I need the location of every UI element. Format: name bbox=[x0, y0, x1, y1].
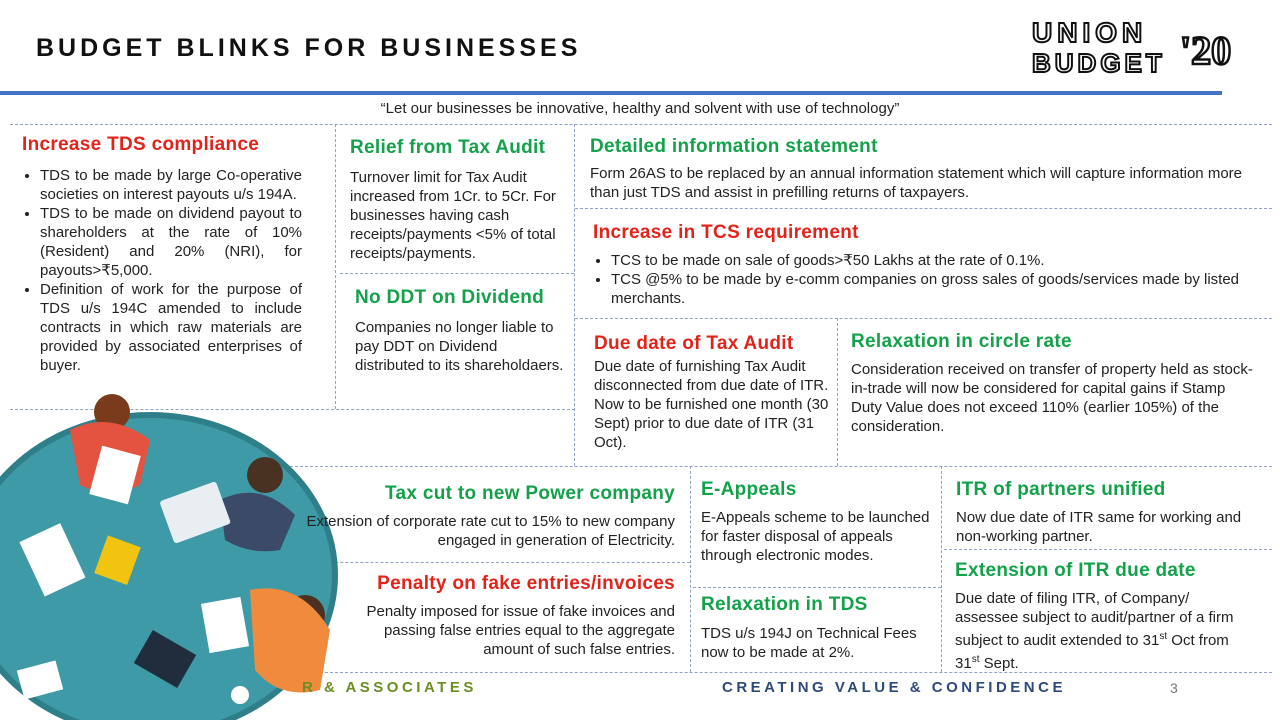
divider bbox=[690, 466, 691, 672]
section-body: Companies no longer liable to pay DDT on Dividend distributed to its shareholdaers. bbox=[355, 319, 564, 374]
section-body: Due date of furnishing Tax Audit disconnected from due date of ITR. Now to be furnished one month (30 Sept) prior to due date of ITR (31 Oct). bbox=[594, 358, 829, 451]
section-itr-ext bbox=[955, 560, 1255, 673]
divider bbox=[837, 318, 838, 466]
footer-firm: R & ASSOCIATES bbox=[302, 679, 477, 696]
section-body: Due date of filing ITR, of Company/ assessee subject to audit/partner of a firm subject to audit extended to 31st Oct from 31st Sept. bbox=[955, 590, 1234, 672]
header-rule bbox=[0, 91, 1222, 95]
divider bbox=[290, 562, 690, 563]
section-heading: Extension of ITR due date bbox=[955, 560, 1196, 581]
section-body: Extension of corporate rate cut to 15% to new company engaged in generation of Electricity. bbox=[306, 513, 675, 549]
section-body: Now due date of ITR same for working and non-working partner. bbox=[956, 509, 1242, 545]
section-body: Penalty imposed for issue of fake invoices and passing false entries equal to the aggregate amount of such false entries. bbox=[366, 603, 675, 658]
union-budget-logo bbox=[1030, 14, 1268, 78]
divider bbox=[575, 208, 1272, 209]
page-title: BUDGET BLINKS FOR BUSINESSES bbox=[36, 34, 582, 62]
section-heading: Increase in TCS requirement bbox=[593, 222, 859, 243]
section-itr-partners bbox=[956, 479, 1256, 546]
section-heading: Tax cut to new Power company bbox=[385, 483, 675, 504]
list-item: • TDS to be made by large Co-operative societies on interest payouts u/s 194A. bbox=[40, 166, 302, 204]
section-heading: Increase TDS compliance bbox=[22, 134, 260, 155]
logo-line1: UNION bbox=[1032, 17, 1148, 48]
section-body: Turnover limit for Tax Audit increased from 1Cr. to 5Cr. For businesses having cash receipts/payments <5% of total receipts/payments. bbox=[350, 169, 556, 262]
section-power bbox=[305, 483, 675, 550]
section-heading: Penalty on fake entries/invoices bbox=[377, 573, 675, 594]
divider bbox=[941, 466, 942, 672]
list-item: • TCS to be made on sale of goods>₹50 Lakhs at the rate of 0.1%. bbox=[611, 251, 1253, 270]
section-eappeals bbox=[701, 479, 937, 565]
section-body: TDS u/s 194J on Technical Fees now to be made at 2%. bbox=[701, 625, 917, 661]
section-tds bbox=[22, 134, 302, 375]
meeting-table-illustration bbox=[0, 390, 340, 720]
section-heading: Detailed information statement bbox=[590, 136, 878, 157]
section-tax-audit bbox=[350, 137, 565, 263]
section-tds-relax bbox=[701, 594, 937, 662]
section-heading: Due date of Tax Audit bbox=[594, 333, 794, 354]
quote: “Let our businesses be innovative, healthy and solvent with use of technology” bbox=[380, 100, 900, 117]
tcs-list bbox=[593, 251, 1253, 308]
logo-line2: BUDGET bbox=[1032, 48, 1166, 78]
divider bbox=[10, 124, 1272, 125]
section-info-statement bbox=[590, 136, 1270, 202]
section-heading: ITR of partners unified bbox=[956, 479, 1166, 500]
divider bbox=[335, 124, 336, 409]
list-item: • TCS @5% to be made by e-comm companies on gross sales of goods/services made by listed merchants. bbox=[611, 270, 1253, 308]
section-heading: Relief from Tax Audit bbox=[350, 137, 546, 158]
section-body: E-Appeals scheme to be launched for faster disposal of appeals through electronic modes. bbox=[701, 509, 930, 564]
divider bbox=[944, 549, 1272, 550]
section-due-date-audit bbox=[594, 333, 830, 468]
list-item: • Definition of work for the purpose of TDS u/s 194C amended to include contracts in which raw materials are provided by associated enterprises of buyer. bbox=[40, 280, 302, 375]
tds-list bbox=[22, 166, 302, 375]
section-heading: No DDT on Dividend bbox=[355, 287, 545, 308]
section-heading: Relaxation in TDS bbox=[701, 594, 868, 615]
divider bbox=[340, 273, 574, 274]
section-tcs bbox=[593, 222, 1253, 308]
section-heading: E-Appeals bbox=[701, 479, 797, 500]
section-body: Form 26AS to be replaced by an annual information statement which will capture information more than just TDS and assist in prefilling returns of taxpayers. bbox=[590, 165, 1242, 201]
logo-year: '20 bbox=[1180, 28, 1232, 73]
divider bbox=[575, 318, 1272, 319]
section-ddt bbox=[355, 287, 565, 375]
list-item: • TDS to be made on dividend payout to shareholders at the rate of 10% (Resident) and 20% (NRI), for payouts>₹5,000. bbox=[40, 204, 302, 280]
footer-tagline: CREATING VALUE & CONFIDENCE bbox=[722, 679, 1066, 696]
section-body: Consideration received on transfer of property held as stock-in-trade will now be considered for capital gains if Stamp Duty Value does not exceed 110% (earlier 105%) of the consideration. bbox=[851, 361, 1253, 435]
divider bbox=[693, 587, 941, 588]
page-number: 3 bbox=[1170, 680, 1178, 696]
section-penalty bbox=[345, 573, 675, 659]
section-heading: Relaxation in circle rate bbox=[851, 331, 1072, 352]
divider bbox=[574, 124, 575, 466]
section-circle-rate bbox=[851, 331, 1256, 436]
